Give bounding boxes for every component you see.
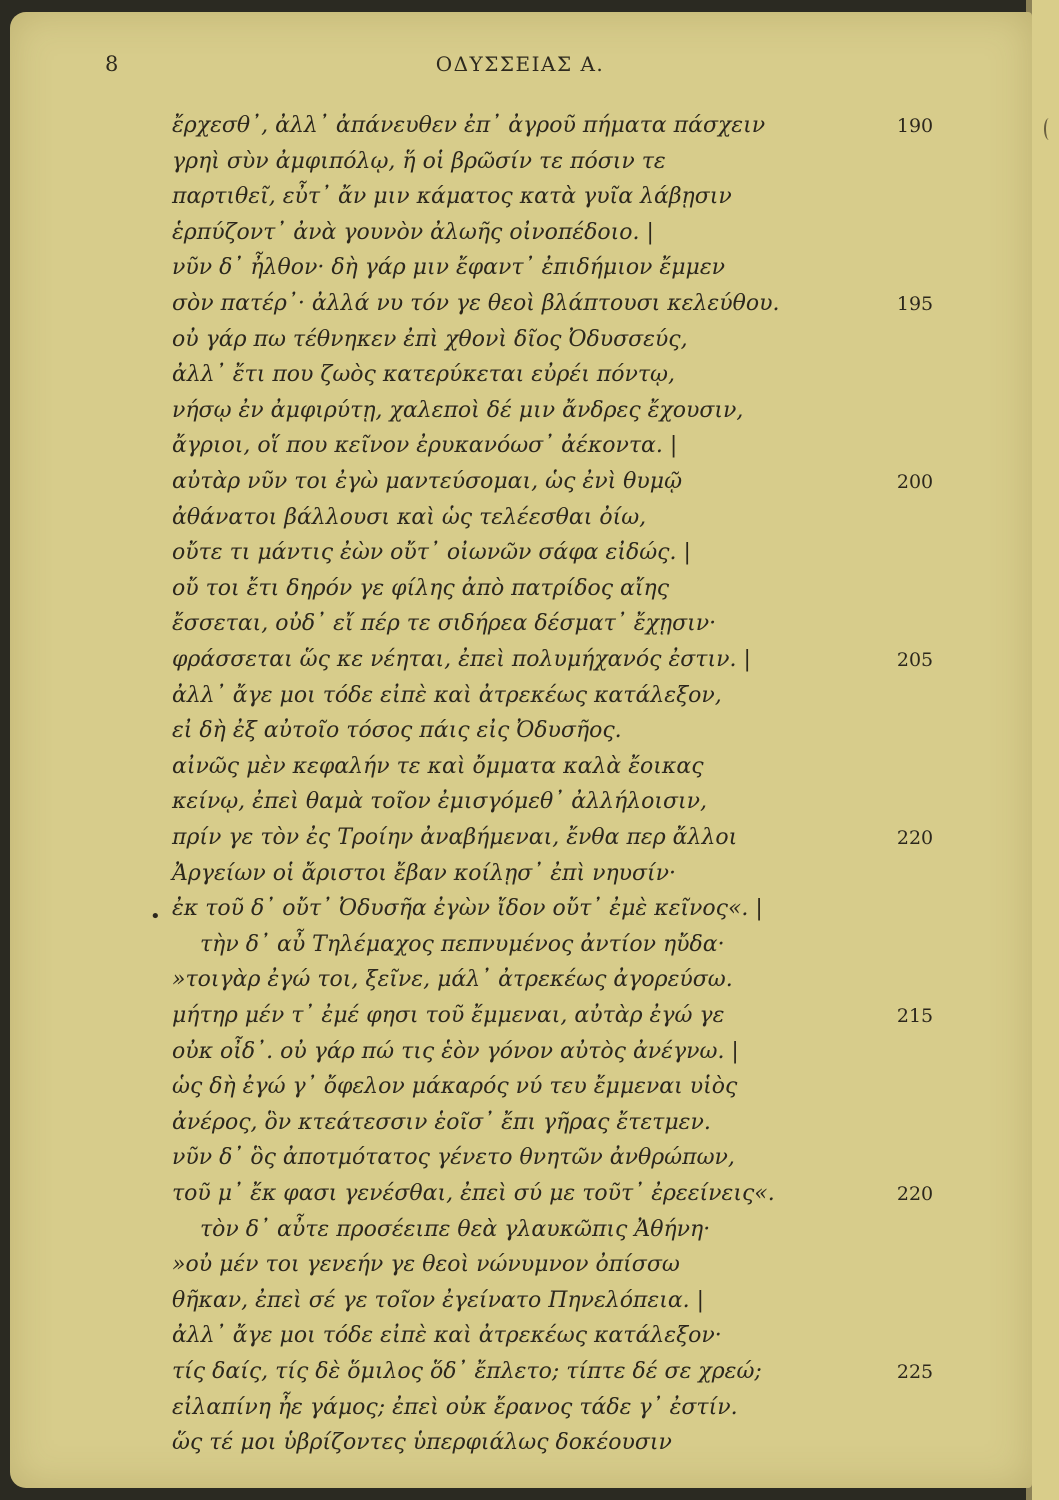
verse-line: τὸν δ᾽ αὖτε προσέειπε θεὰ γλαυκῶπις Ἀθήνη· [200,1217,711,1242]
facing-page-mark [1044,118,1054,140]
verse-line: εἰ δὴ ἐξ αὐτοῖο τόσος πάις εἰς Ὀδυσῆος. [172,718,622,743]
facing-page-edge [1032,0,1059,1500]
verse-line: θῆκαν, ἐπεὶ σέ γε τοῖον ἐγείνατο Πηνελόπεια. | [172,1288,705,1313]
verse-line: οὐκ οἶδ᾽. οὐ γάρ πώ τις ἑὸν γόνον αὐτὸς ἀνέγνω. | [172,1039,739,1064]
verse-line: εἰλαπίνη ἦε γάμος; ἐπεὶ οὐκ ἔρανος τάδε γ᾽ ἐστίν. [172,1395,738,1420]
verse-line: ἔσσεται, οὐδ᾽ εἴ πέρ τε σιδήρεα δέσματ᾽ ἔχῃσιν· [172,611,717,636]
line-number: 225 [896,1361,934,1383]
verse-line: παρτιθεῖ, εὖτ᾽ ἄν μιν κάματος κατὰ γυῖα λάβῃσιν [172,184,732,209]
verse-line: ἀνέρος, ὃν κτεάτεσσιν ἑοῖσ᾽ ἔπι γῆρας ἔτετμεν. [172,1110,711,1135]
verse-line: »οὐ μέν τοι γενεήν γε θεοὶ νώνυμνον ὀπίσσω [172,1252,680,1277]
verse-line: κείνῳ, ἐπεὶ θαμὰ τοῖον ἐμισγόμεθ᾽ ἀλλήλοισιν, [172,789,707,814]
verse-line: ἀλλ᾽ ἔτι που ζωὸς κατερύκεται εὐρέι πόντῳ, [172,362,675,387]
verse-line: τίς δαίς, τίς δὲ ὅμιλος ὅδ᾽ ἔπλετο; τίπτε δέ σε χρεώ; [172,1359,762,1384]
line-number: 195 [896,293,934,315]
verse-line: γρηὶ σὺν ἀμφιπόλῳ, ἥ οἱ βρῶσίν τε πόσιν τε [172,149,666,174]
line-number: 200 [896,471,934,493]
line-number: 220 [896,1183,934,1205]
verse-line: ἔρχεσθ᾽, ἀλλ᾽ ἀπάνευθεν ἐπ᾽ ἀγροῦ πήματα πάσχειν [172,113,766,138]
line-number: 190 [896,115,934,137]
verse-line: ἀλλ᾽ ἄγε μοι τόδε εἰπὲ καὶ ἀτρεκέως κατάλεξον, [172,683,722,708]
verse-line: αἰνῶς μὲν κεφαλήν τε καὶ ὄμματα καλὰ ἔοικας [172,754,704,779]
verse-line: μήτηρ μέν τ᾽ ἐμέ φησι τοῦ ἔμμεναι, αὐτὰρ ἐγώ γε [172,1003,725,1028]
margin-mark: • [150,906,161,927]
verse-line: νήσῳ ἐν ἀμφιρύτῃ, χαλεποὶ δέ μιν ἄνδρες ἔχουσιν, [172,398,744,423]
verse-line: οὔτε τι μάντις ἐὼν οὔτ᾽ οἰωνῶν σάφα εἰδώς. | [172,540,691,565]
verse-line: ἑρπύζοντ᾽ ἀνὰ γουνὸν ἀλωῆς οἰνοπέδοιο. | [172,220,654,245]
verse-line: ὥς τέ μοι ὑβρίζοντες ὑπερφιάλως δοκέουσιν [172,1430,672,1455]
line-number: 205 [896,649,934,671]
verse-line: νῦν δ᾽ ὃς ἀποτμότατος γένετο θνητῶν ἀνθρώπων, [172,1145,735,1170]
verse-line: ἀλλ᾽ ἄγε μοι τόδε εἰπὲ καὶ ἀτρεκέως κατάλεξον· [172,1323,722,1348]
verse-line: αὐτὰρ νῦν τοι ἐγὼ μαντεύσομαι, ὡς ἐνὶ θυμῷ [172,469,683,494]
verse-line: πρίν γε τὸν ἐς Τροίην ἀναβήμεναι, ἔνθα περ ἄλλοι [172,825,738,850]
verse-line: σὸν πατέρ᾽· ἀλλά νυ τόν γε θεοὶ βλάπτουσι κελεύθου. [172,291,780,316]
verse-line: τὴν δ᾽ αὖ Τηλέμαχος πεπνυμένος ἀντίον ηὔδα· [200,932,725,957]
page-number: 8 [105,52,119,76]
verse-line: ἀθάνατοι βάλλουσι καὶ ὡς τελέεσθαι ὀίω, [172,505,647,530]
running-title: ΟΔΥΣΣΕΙΑΣ Α. [435,52,605,76]
verse-line: »τοιγὰρ ἐγώ τοι, ξεῖνε, μάλ᾽ ἀτρεκέως ἀγορεύσω. [172,967,733,992]
verse-line: νῦν δ᾽ ἦλθον· δὴ γάρ μιν ἔφαντ᾽ ἐπιδήμιον ἔμμεν [172,255,726,280]
verse-line: ἄγριοι, οἵ που κεῖνον ἐρυκανόωσ᾽ ἀέκοντα. | [172,433,678,458]
verse-line: οὔ τοι ἔτι δηρόν γε φίλης ἀπὸ πατρίδος αἴης [172,576,670,601]
line-number: 215 [896,1005,934,1027]
verse-line: οὐ γάρ πω τέθνηκεν ἐπὶ χθονὶ δῖος Ὀδυσσεύς, [172,327,688,352]
line-number: 220 [896,827,934,849]
verse-line: ὡς δὴ ἐγώ γ᾽ ὄφελον μάκαρός νύ τευ ἔμμεναι υἱὸς [172,1074,738,1099]
verse-line: Ἀργείων οἱ ἄριστοι ἔβαν κοίλῃσ᾽ ἐπὶ νηυσίν· [172,861,677,886]
verse-line: ἐκ τοῦ δ᾽ οὔτ᾽ Ὀδυσῆα ἐγὼν ἴδον οὔτ᾽ ἐμὲ κεῖνος«. | [172,896,763,921]
verse-line: φράσσεται ὥς κε νέηται, ἐπεὶ πολυμήχανός ἐστιν. | [172,647,751,672]
verse-line: τοῦ μ᾽ ἔκ φασι γενέσθαι, ἐπεὶ σύ με τοῦτ᾽ ἐρεείνεις«. [172,1181,775,1206]
